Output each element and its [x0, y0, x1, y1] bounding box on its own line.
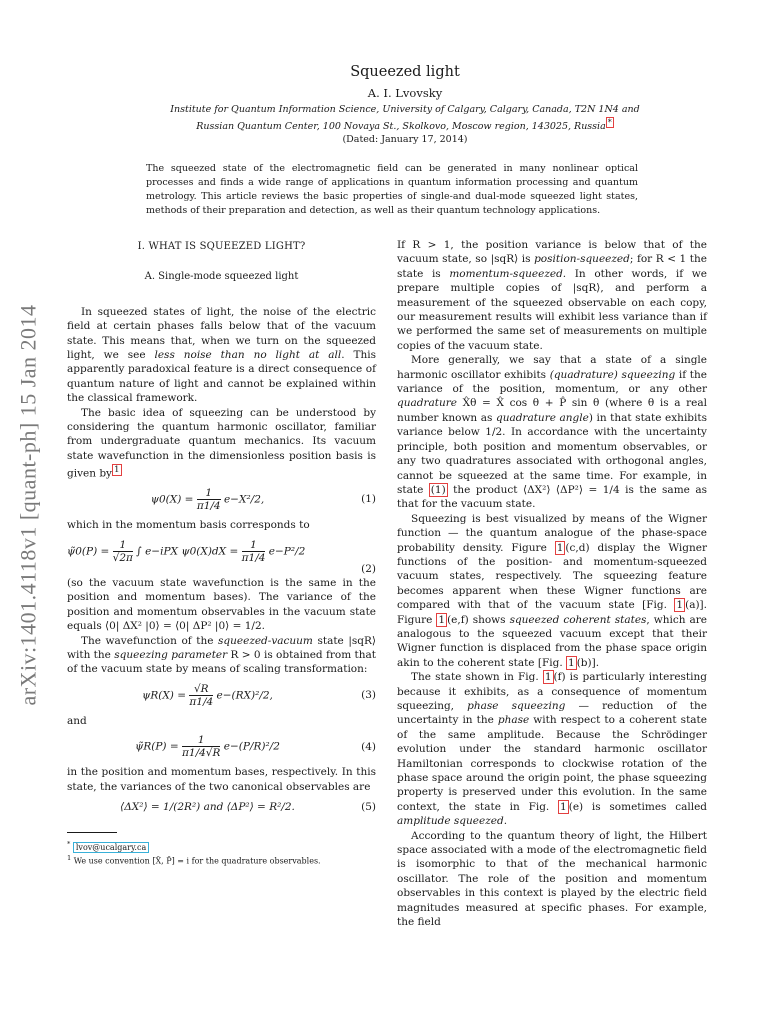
arxiv-side-stamp — [6, 270, 52, 740]
figure-reference-link[interactable]: 1 — [438, 613, 446, 626]
footnote-link[interactable]: 1 — [113, 465, 120, 476]
paragraph: which in the momentum basis corresponds to — [67, 519, 310, 532]
footnote-divider — [67, 832, 117, 833]
section-heading: I. WHAT IS SQUEEZED LIGHT? — [137, 241, 306, 252]
equation-5: ⟨ΔX²⟩ = 1/(2R²) and ⟨ΔP²⟩ = R²/2. (5) — [120, 801, 376, 814]
author-email-link[interactable]: lvov@ucalgary.ca — [73, 842, 149, 853]
left-column — [67, 238, 376, 867]
fraction: $\frac{1}{\pi 1/4}$ — [196, 487, 221, 513]
equation-1: ψ0(X) = $\frac{1}{\pi 1/4}$ e−X²/2, (1) — [150, 487, 376, 513]
footnote-1: $^1$ We use convention [X̂, P̂] = i for the quadrature observables. — [67, 854, 321, 866]
paragraph: and — [67, 714, 87, 727]
figure-reference-link[interactable]: 1 — [560, 800, 567, 813]
equation-4: ψ̃R(P) = $\frac{1}{\pi 1/4√R}$ e−(P/R)²/2 (4) — [135, 734, 376, 760]
paragraph: The basic idea of squeezing can be understood by considering the quantum harmonic oscillator, familiar from undergraduate quantum mechanics. Its vacuum state wavefunction in the dimensionless position basis is given by $^1$ — [67, 406, 376, 480]
equation-number: (4) — [361, 740, 376, 753]
affiliation-line-1: Institute for Quantum Information Science, University of Calgary, Calgary, Canada, T2N 1N4 and — [170, 104, 640, 115]
equation-number: (2) — [361, 562, 376, 575]
paragraph: Squeezing is best visualized by means of the Wigner function — the quantum analogue of the phase-space probability density. Figure 1 (c,d) display the Wigner functions of the position- and momentum-squeezed vacuum states, respectively. The squeezing feature becomes apparent when these Wigner functions are compared with that of the vacuum state [Fig. 1 (a)]. Figure 1 (e,f) shows squeezed coherent states, which are analogous to the squeezed vacuum except that their Wigner function is displaced from the phase space origin akin to the coherent state [Fig. 1 (b)]. — [397, 512, 708, 669]
equation-3: ψR(X) = $\frac{√R}{\pi 1/4}$ e−(RX)²/2, (3) — [142, 682, 376, 708]
paper-author: A. I. Lvovsky — [367, 86, 443, 100]
right-column — [397, 238, 707, 930]
paragraph: According to the quantum theory of light, the Hilbert space associated with a mode of the electromagnetic field is isomorphic to that of the mechanical harmonic oscillator. The role of the position and momentum observables in this context is played by the electric field magnitudes measured at specific phases. For example, the field — [397, 829, 707, 929]
figure-reference-link[interactable]: 1 — [556, 541, 564, 554]
paper-title: Squeezed light — [350, 64, 460, 80]
equation-number: (1) — [361, 493, 376, 506]
equation-2: ψ̃0(P) = $\frac{1}{√2\pi}$ ∫ e−iPX ψ0(X)dX = $\frac{1}{\pi 1/4}$ e−P²/2 — [67, 538, 306, 564]
paragraph: If R > 1, the position variance is below that of the vacuum state, so |sqR⟩ is position-squeezed; for R < 1 the state is momentum-squeezed. In other words, if we prepare multiple copies of |sqR⟩, and perform a measurement of the squeezed observable on each copy, our measurement results will exhibit less variance than if we performed the same set of measurements on multiple copies of the vacuum state. — [397, 239, 707, 352]
figure-reference-link[interactable]: 1 — [676, 599, 684, 612]
equation-reference-link[interactable]: (1) — [430, 483, 446, 496]
figure-reference-link[interactable]: 1 — [544, 671, 552, 684]
paragraph: in the position and momentum bases, respectively. In this state, the variances of the two canonical observables are — [67, 766, 376, 793]
footnote-email: * lvov@ucalgary.ca — [67, 839, 376, 853]
paper-abstract: The squeezed state of the electromagnetic field can be generated in many nonlinear optical processes and finds a wide range of applications in quantum information processing and quantum metrology. This article reviews the basic properties of single-and dual-mode squeezed light states, methods of their preparation and detection, as well as their quantum technology applications. — [146, 163, 638, 216]
paper-date: (Dated: January 17, 2014) — [342, 134, 468, 146]
figure-reference-link[interactable]: 1 — [568, 656, 575, 669]
affiliation-line-2: Russian Quantum Center, 100 Novaya St., Skolkovo, Moscow region, 143025, Russia — [196, 121, 606, 133]
paragraph: The state shown in Fig. 1 (f) is particularly interesting because it exhibits, as a consequence of momentum squeezing, phase squeezing — reduction of the uncertainty in the phase with respect to a coherent state of the same amplitude. Because the Schrödinger evolution under the standard harmonic oscillator Hamiltonian corresponds to clockwise rotation of the phase space around the origin point, the phase squeezing property is preserved under this evolution. In the same context, the state in Fig. 1 (e) is sometimes called amplitude squeezed. — [397, 671, 708, 828]
paragraph: More generally, we say that a state of a single harmonic oscillator exhibits (quadrature) squeezing if the variance of the position, momentum, or any other quadrature X̂θ = X̂ cos θ + P̂ sin θ (where θ is a real number known as quadrature angle) in that state exhibits variance below 1/2. In accordance with the uncertainty principle, both position and momentum observables, or any two quadratures associated with orthogonal angles, cannot be squeezed at the same time. For example, in state (1) the product ⟨ΔX²⟩ ⟨ΔP²⟩ = 1/4 is the same as that for the vacuum state. — [397, 354, 707, 511]
paper-header — [80, 64, 730, 146]
subsection-heading: A. Single-mode squeezed light — [144, 271, 299, 283]
arxiv-identifier: arXiv:1401.4118v1 [quant-ph] 15 Jan 2014 — [16, 304, 42, 706]
paragraph: In squeezed states of light, the noise of the electric field at certain phases falls below that of the vacuum state. This means that, when we turn on the squeezed light, we see less noise than no light at all. This apparently paradoxical feature is a direct consequence of quantum nature of light and cannot be explained within the classical framework. — [67, 305, 376, 405]
equation-number: (5) — [361, 801, 376, 814]
author-affiliation — [80, 103, 730, 133]
paragraph: (so the vacuum state wavefunction is the same in the position and momentum bases). The variance of the position and momentum observables in the vacuum state equals ⟨0| ΔX² |0⟩ = ⟨0| ΔP² |0⟩ = 1/2. — [67, 577, 376, 633]
paragraph: The wavefunction of the squeezed-vacuum state |sqR⟩ with the squeezing parameter R > 0 is obtained from that of the vacuum state by means of scaling transformation: — [67, 634, 376, 676]
affiliation-footnote-link[interactable]: * — [607, 118, 612, 127]
equation-number: (3) — [361, 689, 376, 702]
